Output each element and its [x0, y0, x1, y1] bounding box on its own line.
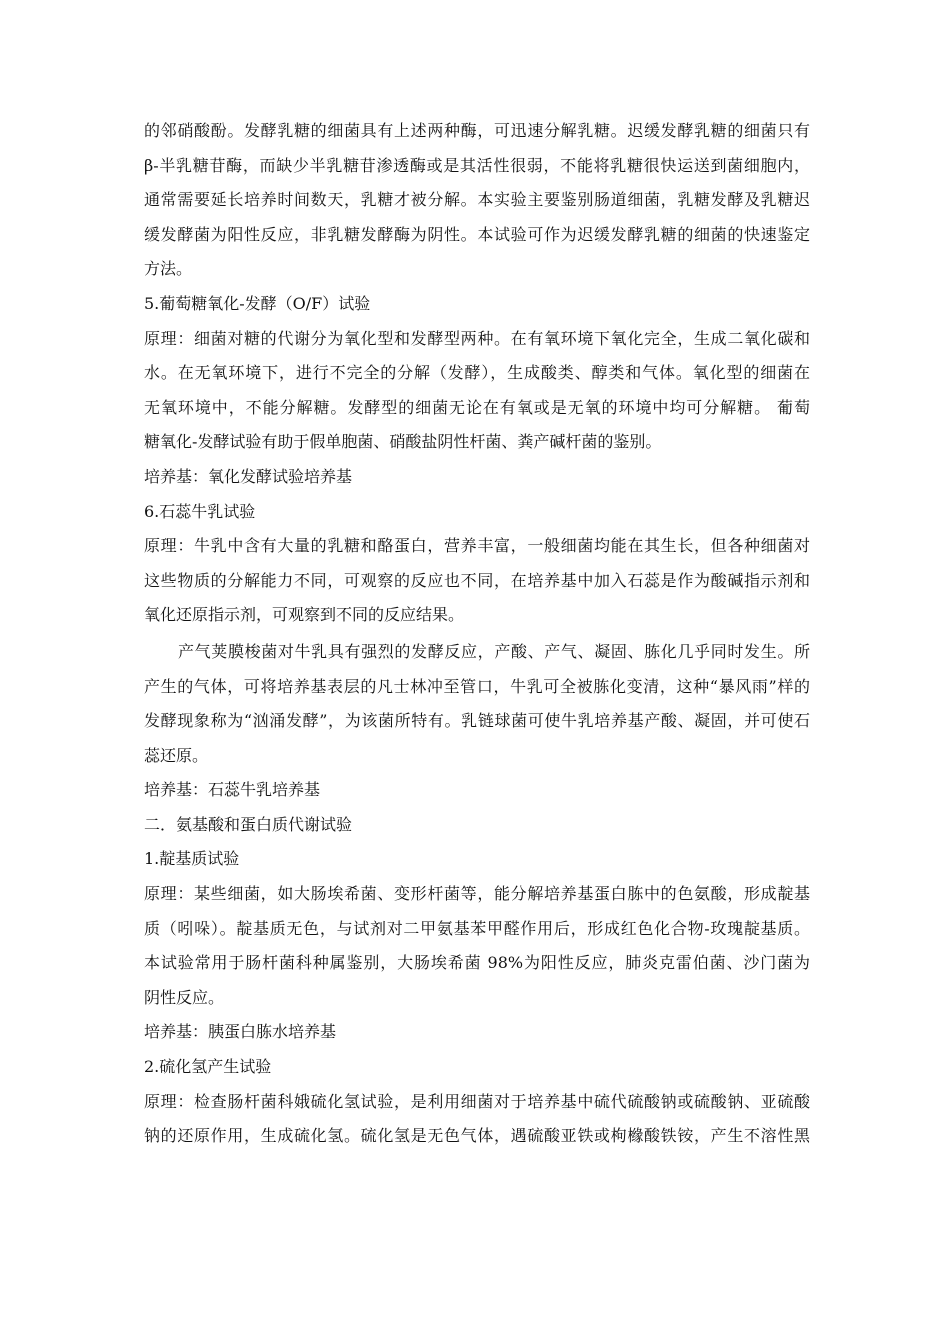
- body-line: 原理：检查肠杆菌科娥硫化氢试验，是利用细菌对于培养基中硫代硫酸钠或硫酸钠、亚硫酸: [144, 1091, 810, 1111]
- body-line: 产生的气体，可将培养基表层的凡士林冲至管口，牛乳可全被胨化变清，这种“暴风雨”样的: [144, 676, 810, 696]
- body-line: 的邻硝酸酚。发酵乳糖的细菌具有上述两种酶，可迅速分解乳糖。迟缓发酵乳糖的细菌只有: [144, 121, 810, 140]
- section-heading: 1.靛基质试验: [144, 849, 240, 869]
- body-line: 本试验常用于肠杆菌科种属鉴别，大肠埃希菌 98%为阳性反应，肺炎克雷伯菌、沙门菌为: [144, 953, 810, 973]
- body-line: 水。在无氧环境下，进行不完全的分解（发酵），生成酸类、醇类和气体。氧化型的细菌在: [144, 363, 810, 383]
- body-line: 钠的还原作用，生成硫化氢。硫化氢是无色气体，遇硫酸亚铁或枸橼酸铁铵，产生不溶性黑: [144, 1126, 810, 1146]
- body-line: 无氧环境中，不能分解糖。发酵型的细菌无论在有氧或是无氧的环境中均可分解糖。 葡萄: [144, 397, 810, 417]
- body-line: 原理：某些细菌，如大肠埃希菌、变形杆菌等，能分解培养基蛋白胨中的色氨酸，形成靛基: [144, 884, 810, 904]
- body-line: 这些物质的分解能力不同，可观察的反应也不同，在培养基中加入石蕊是作为酸碱指示剂和: [144, 570, 810, 590]
- body-line: 通常需要延长培养时间数天，乳糖才被分解。本实验主要鉴别肠道细菌，乳糖发酵及乳糖迟: [144, 190, 810, 210]
- body-line: 产气荚膜梭菌对牛乳具有强烈的发酵反应，产酸、产气、凝固、胨化几乎同时发生。所: [178, 641, 810, 661]
- body-line: 方法。: [144, 259, 193, 279]
- chapter-heading: 二．氨基酸和蛋白质代谢试验: [144, 814, 353, 834]
- section-heading: 2.硫化氢产生试验: [144, 1057, 272, 1077]
- page-body: [144, 114, 810, 1154]
- body-line: 缓发酵菌为阳性反应，非乳糖发酵酶为阴性。本试验可作为迟缓发酵乳糖的细菌的快速鉴定: [144, 224, 810, 244]
- body-line: β-半乳糖苷酶，而缺少半乳糖苷渗透酶或是其活性很弱，不能将乳糖很快运送到菌细胞内，: [144, 155, 810, 175]
- medium-line: 培养基：胰蛋白胨水培养基: [144, 1022, 337, 1042]
- medium-line: 培养基：石蕊牛乳培养基: [144, 780, 321, 800]
- body-line: 阴性反应。: [144, 987, 225, 1007]
- body-line: 质（吲哚）。靛基质无色，与试剂对二甲氨基苯甲醛作用后，形成红色化合物-玫瑰靛基质。: [144, 918, 810, 938]
- body-line: 蕊还原。: [144, 745, 209, 765]
- body-line: 氧化还原指示剂，可观察到不同的反应结果。: [144, 605, 465, 625]
- body-line: 发酵现象称为“汹涌发酵”，为该菌所特有。乳链球菌可使牛乳培养基产酸、凝固，并可使石: [144, 711, 810, 731]
- medium-line: 培养基：氧化发酵试验培养基: [144, 466, 353, 486]
- body-line: 原理：细菌对糖的代谢分为氧化型和发酵型两种。在有氧环境下氧化完全，生成二氧化碳和: [144, 328, 810, 348]
- section-heading: 6.石蕊牛乳试验: [144, 501, 256, 521]
- body-line: 原理：牛乳中含有大量的乳糖和酪蛋白，营养丰富，一般细菌均能在其生长，但各种细菌对: [144, 536, 810, 556]
- section-heading: 5.葡萄糖氧化-发酵（O/F）试验: [144, 293, 371, 313]
- body-line: 糖氧化-发酵试验有助于假单胞菌、硝酸盐阴性杆菌、粪产碱杆菌的鉴别。: [144, 432, 662, 452]
